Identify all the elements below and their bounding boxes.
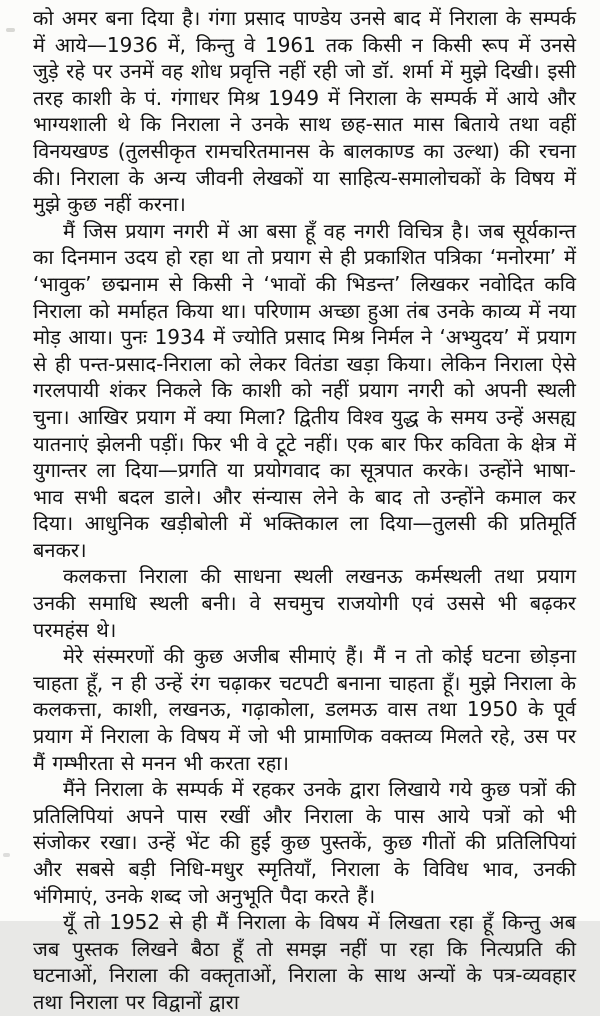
paragraph: मेरे संस्मरणों की कुछ अजीब सीमाएं हैं। मैं न तो कोई घटना छोड़ना चाहता हूँ, न ही उन्हें रंग चढ़ाकर चटपटी बनाना चाहता हूँ। मुझे निराला के कलकत्ता, काशी, लखनऊ, गढ़ाकोला, डलमऊ वास तथा 1950 के पूर्व प्रयाग में निराला के विषय में जो भी प्रामाणिक वक्तव्य मिलते रहे, उस पर मैं गम्भीरता से मनन भी करता रहा। <box>33 644 576 775</box>
scan-speck-artifact <box>3 853 10 857</box>
scan-speck-artifact <box>6 28 15 32</box>
paragraph-continuation: को अमर बना दिया है। गंगा प्रसाद पाण्डेय उनसे बाद में निराला के सम्पर्क में आये—1936 में, किन्तु वे 1961 तक किसी न किसी रूप में उनसे जुड़े रहे पर उनमें वह शोध प्रवृत्ति नहीं रही जो डॉ. शर्मा में मुझे दिखी। इसी तरह काशी के पं. गंगाधर मिश्र 1949 में निराला के सम्पर्क में आये और भाग्यशाली थे कि निराला ने उनके साथ छह-सात मास बिताये तथा वहीं विनयखण्ड (तुलसीकृत रामचरितमानस के बालकाण्ड का उल्था) की रचना की। निराला के अन्य जीवनी लेखकों या साहित्य-समालोचकों के विषय में मुझे कुछ नहीं करना। <box>33 6 576 217</box>
paragraph-cut-off-at-page-end: यूँ तो 1952 से ही मैं निराला के विषय में लिखता रहा हूँ किन्तु अब जब पुस्तक लिखने बैठा हूँ तो समझ नहीं पा रहा कि नित्यप्रति की घटनाओं, निराला की वक्तृताओं, निराला के साथ अन्यों के पत्र-व्यवहार तथा निराला पर विद्वानों द्वारा <box>33 910 576 1014</box>
paragraph: कलकत्ता निराला की साधना स्थली लखनऊ कर्मस्थली तथा प्रयाग उनकी समाधि स्थली बनी। वे सचमुच राजयोगी एवं उससे भी बढ़कर परमहंस थे। <box>33 564 576 642</box>
paragraph: मैं जिस प्रयाग नगरी में आ बसा हूँ वह नगरी विचित्र है। जब सूर्यकान्त का दिनमान उदय हो रहा था तो प्रयाग से ही प्रकाशित पत्रिका ‘मनोरमा’ में ‘भावुक’ छद्मनाम से किसी ने ‘भावों की भिडन्त’ लिखकर नवोदित कवि निराला को मर्माहत किया था। परिणाम अच्छा हुआ तंब उनके काव्य में नया मोड़ आया। पुनः 1934 में ज्योति प्रसाद मिश्र निर्मल ने ‘अभ्युदय’ में प्रयाग से ही पन्त-प्रसाद-निराला को लेकर वितंडा खड़ा किया। लेकिन निराला ऐसे गरलपायी शंकर निकले कि काशी को नहीं प्रयाग नगरी को अपनी स्थली चुना। आखिर प्रयाग में क्या मिला? द्वितीय विश्व युद्ध के समय उन्हें असह्य यातनाएं झेलनी पड़ीं। फिर भी वे टूटे नहीं। एक बार फिर कविता के क्षेत्र में युगान्तर ला दिया—प्रगति या प्रयोगवाद का सूत्रपात करके। उन्होंने भाषा-भाव सभी बदल डाले। और संन्यास लेने के बाद तो उन्होंने कमाल कर दिया। आधुनिक खड़ीबोली में भक्तिकाल ला दिया—तुलसी की प्रतिमूर्ति बनकर। <box>33 218 576 562</box>
paragraph: मैंने निराला के सम्पर्क में रहकर उनके द्वारा लिखाये गये कुछ पत्रों की प्रतिलिपियां अपने पास रखीं और निराला के पास आये पत्रों को भी संजोकर रखा। उन्हें भेंट की हुई कुछ पुस्तकें, कुछ गीतों की प्रतिलिपियां और सबसे बड़ी निधि-मधुर स्मृतियाँ, निराला के विविध भाव, उनकी भंगिमाएं, उनके शब्द जो अनुभूति पैदा करते हैं। <box>33 777 576 908</box>
